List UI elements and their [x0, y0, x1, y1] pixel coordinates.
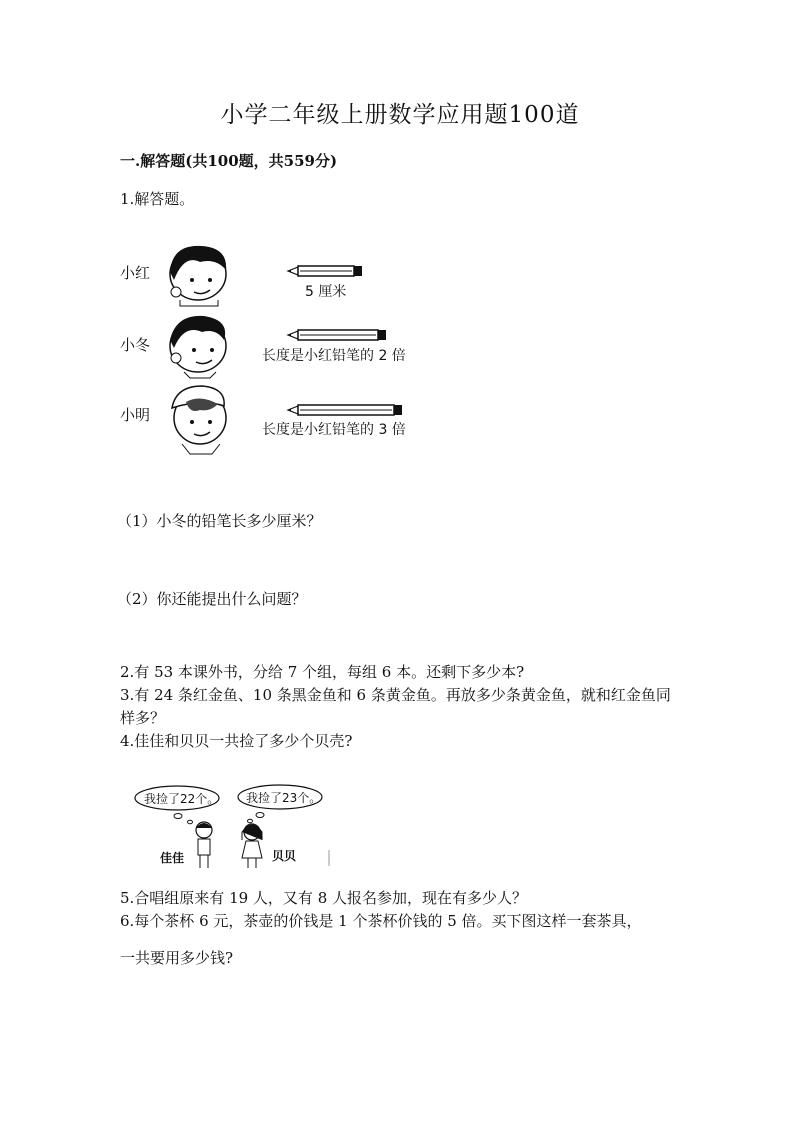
- question-1-sub-1: （1）小冬的铅笔长多少厘米？: [117, 512, 322, 530]
- bubble-text-left: 我捡了22个。: [144, 792, 220, 806]
- page-title: 小学二年级上册数学应用题100道: [220, 102, 580, 128]
- question-3: 3.有 24 条红金鱼、10 条黑金鱼和 6 条黄金鱼。再放多少条黄金鱼，就和红金鱼同样多？: [120, 686, 671, 727]
- kid-name-xiaodong: 小冬: [120, 336, 151, 354]
- question-6-line-1: 6.每个茶杯 6 元，茶壶的价钱是 1 个茶杯价钱的 5 倍。买下图这样一套茶具，: [120, 912, 642, 930]
- pencil-caption-xiaoming: 长度是小红铅笔的 3 倍: [262, 422, 406, 438]
- kid-xiaoming-illustration: [172, 386, 226, 454]
- bubble-text-right: 我捡了23个。: [246, 791, 322, 805]
- question-4: 4.佳佳和贝贝一共捡了多少个贝壳?: [120, 732, 353, 750]
- kid-name-beibei: 贝贝: [272, 849, 297, 863]
- pencil-xiaohong: [288, 266, 362, 276]
- pencil-xiaoming: [288, 405, 402, 415]
- kid-beibei-illustration: [242, 824, 262, 868]
- pencil-caption-xiaodong: 长度是小红铅笔的 2 倍: [262, 348, 406, 364]
- kid-jiajia-illustration: [196, 822, 212, 868]
- kid-name-xiaoming: 小明: [120, 406, 151, 424]
- pencil-comparison-figure: [120, 240, 460, 465]
- questions-5-to-6: [120, 887, 680, 933]
- question-2: 2.有 53 本课外书，分给 7 个组，每组 6 本。还剩下多少本?: [120, 663, 525, 681]
- kid-xiaodong-illustration: [170, 316, 226, 378]
- question-1-sub-2: （2）你还能提出什么问题？: [117, 590, 307, 608]
- section-heading: 一.解答题(共100题，共559分): [120, 152, 338, 170]
- pencil-xiaodong: [288, 330, 386, 340]
- kid-name-xiaohong: 小红: [120, 264, 151, 282]
- question-6-line-2: 一共要用多少钱?: [120, 949, 234, 967]
- pencil-caption-xiaohong: 5 厘米: [305, 284, 347, 300]
- question-1: 1.解答题。: [120, 190, 195, 208]
- kid-xiaohong-illustration: [170, 246, 226, 306]
- questions-2-to-4: [120, 661, 680, 753]
- shell-count-figure: [120, 780, 340, 875]
- kid-name-jiajia: 佳佳: [160, 851, 185, 865]
- question-5: 5.合唱组原来有 19 人，又有 8 人报名参加，现在有多少人？: [120, 889, 528, 907]
